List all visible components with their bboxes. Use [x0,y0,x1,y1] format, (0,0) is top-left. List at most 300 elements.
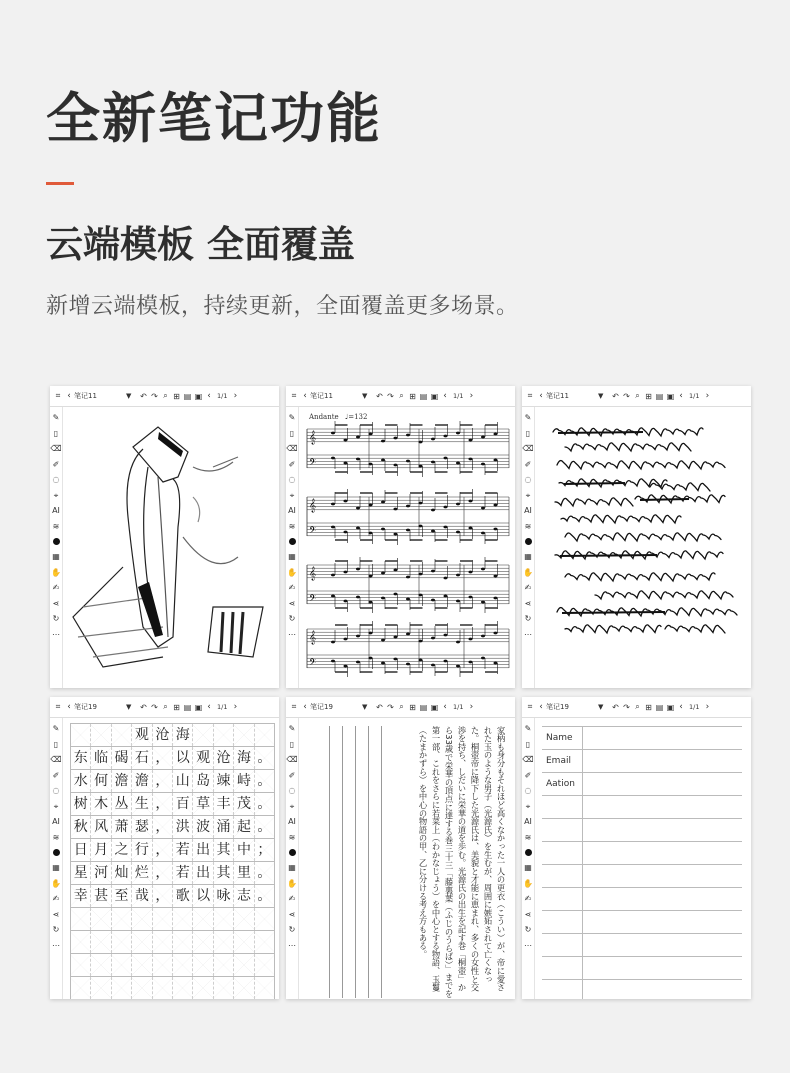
grid-cell: 沧 [214,747,234,769]
grid-cell [153,977,173,999]
sync-icon[interactable]: ↻ [524,614,532,623]
form-value-cell[interactable] [582,865,583,887]
grid-cell: 之 [112,839,132,861]
form-value-cell[interactable] [582,796,583,818]
hand-icon[interactable]: ✋ [523,567,533,577]
note-title[interactable]: 笔记19 [546,703,569,711]
marker-icon[interactable]: ▯ [289,739,295,749]
grid-cell: 河 [91,862,111,884]
form-value-cell[interactable] [582,750,583,772]
tool-sidebar [50,407,63,688]
prev-page-icon[interactable]: ‹ [207,391,211,401]
marker-icon[interactable]: ▯ [525,739,531,749]
grid-cell [193,724,213,746]
template-icon[interactable]: ▦ [52,552,60,561]
vertical-lines-canvas[interactable] [299,718,515,999]
lasso-icon[interactable]: ◌ [288,475,296,484]
form-row[interactable] [542,934,742,957]
svg-text:𝄢: 𝄢 [309,525,317,538]
grid-row [70,931,275,954]
edit-icon[interactable]: ✍ [288,583,296,592]
search-icon[interactable]: ⌕ [163,391,168,400]
color-icon[interactable] [53,849,60,856]
next-page-icon[interactable]: › [469,391,474,401]
grid-cell [173,954,193,976]
note-title[interactable]: 笔记11 [310,392,333,400]
grid-cell: 洪 [173,816,193,838]
grid-cell: 萧 [112,816,132,838]
handwriting-canvas[interactable] [535,407,751,688]
marker-icon[interactable]: ▯ [53,428,59,438]
grid-cell [71,977,91,999]
page-indicator: 1/1 [689,703,700,711]
grid-icon[interactable]: ⌗ [527,391,533,400]
save-icon[interactable]: ▣ [666,702,675,712]
undo-icon[interactable]: ↶ [140,391,147,401]
highlighter-icon[interactable]: ✐ [524,770,532,780]
grid-cell: 海 [234,747,254,769]
save-icon[interactable]: ▣ [430,391,439,401]
grid-cell [71,908,91,930]
form-row[interactable] [542,888,742,911]
eraser-icon[interactable]: ⌫ [522,444,534,453]
pen-icon[interactable]: ✎ [288,724,296,733]
stroke-width-icon[interactable]: ≋ [524,832,532,842]
page-icon[interactable]: ▤ [183,391,192,401]
search-icon[interactable]: ⌕ [399,702,404,711]
chevron-down-icon[interactable]: ▼ [126,392,132,400]
grid-cell: 碣 [112,747,132,769]
hand-icon[interactable]: ✋ [51,878,61,888]
sync-icon[interactable]: ↻ [524,925,532,934]
form-row[interactable] [542,750,742,773]
hand-icon[interactable]: ✋ [287,878,297,888]
form-value-cell[interactable] [582,888,583,910]
hand-icon[interactable]: ✋ [287,567,297,577]
chevron-down-icon[interactable]: ▼ [362,703,368,711]
page-indicator: 1/1 [453,703,464,711]
grid-cell: 里 [234,862,254,884]
eraser-icon[interactable]: ⌫ [286,444,298,453]
highlighter-icon[interactable]: ✐ [52,459,60,469]
grid-cell: 幸 [71,885,91,907]
grid-cell: 其 [214,862,234,884]
chevron-down-icon[interactable]: ▼ [362,392,368,400]
grid-cell [214,931,234,953]
next-page-icon[interactable]: › [705,391,710,401]
redo-icon[interactable]: ↷ [623,391,630,401]
grid-cell: 生 [132,793,152,815]
grid-cell: 。 [255,747,274,769]
next-page-icon[interactable]: › [233,391,238,401]
search-icon[interactable]: ⌕ [163,702,168,711]
back-arrow-icon[interactable]: ‹ [539,391,543,401]
note-title[interactable]: 笔记19 [74,703,97,711]
redo-icon[interactable]: ↷ [387,391,394,401]
grid-cell: 何 [91,770,111,792]
template-card-vertical[interactable] [286,697,515,999]
grid-icon[interactable]: ⌗ [55,391,61,400]
grid-cell: 甚 [91,885,111,907]
color-icon[interactable] [289,538,296,545]
share-icon[interactable]: ⋖ [288,598,296,608]
template-icon[interactable]: ▦ [524,863,532,872]
select-icon[interactable]: ⌖ [53,801,59,811]
grid-icon[interactable]: ⌗ [291,391,297,400]
share-icon[interactable]: ⋖ [288,909,296,919]
handwritten-manuscript [535,407,751,688]
back-arrow-icon[interactable]: ‹ [67,702,71,712]
marker-icon[interactable]: ▯ [53,739,59,749]
select-icon[interactable]: ⌖ [289,801,295,811]
grid-cell: 涌 [214,816,234,838]
stroke-width-icon[interactable]: ≋ [288,521,296,531]
prev-page-icon[interactable]: ‹ [207,702,211,712]
next-page-icon[interactable]: › [705,702,710,712]
add-page-icon[interactable]: ⊞ [173,391,180,401]
grid-cell: 行 [132,839,152,861]
share-icon[interactable]: ⋖ [524,598,532,608]
grid-cell: 。 [255,816,274,838]
grid-cell: ， [153,816,173,838]
highlighter-icon[interactable]: ✐ [288,459,296,469]
edit-icon[interactable]: ✍ [524,583,532,592]
template-icon[interactable]: ▦ [288,863,296,872]
prev-page-icon[interactable]: ‹ [679,391,683,401]
share-icon[interactable]: ⋖ [524,909,532,919]
form-value-cell[interactable] [582,727,583,749]
ai-icon[interactable]: AI [524,506,532,515]
form-value-cell[interactable] [582,957,583,979]
grid-cell [112,908,132,930]
save-icon[interactable]: ▣ [194,702,203,712]
lasso-icon[interactable]: ◌ [524,475,532,484]
note-title[interactable]: 笔记11 [74,392,97,400]
chevron-down-icon[interactable]: ▼ [598,392,604,400]
color-icon[interactable] [289,849,296,856]
marker-icon[interactable]: ▯ [525,428,531,438]
undo-icon[interactable]: ↶ [612,702,619,712]
save-icon[interactable]: ▣ [194,391,203,401]
add-page-icon[interactable]: ⊞ [409,391,416,401]
sync-icon[interactable]: ↻ [52,614,60,623]
grid-cell: ， [153,793,173,815]
grid-cell: 百 [173,793,193,815]
form-row[interactable] [542,865,742,888]
grid-icon[interactable]: ⌗ [527,702,533,711]
search-icon[interactable]: ⌕ [399,391,404,400]
sync-icon[interactable]: ↻ [288,614,296,623]
tool-sidebar [286,407,299,688]
back-arrow-icon[interactable]: ‹ [67,391,71,401]
form-label: Aation [546,779,575,789]
grid-cell [153,954,173,976]
form-table [542,726,742,999]
form-row[interactable] [542,980,742,999]
form-row[interactable] [542,819,742,842]
hand-icon[interactable]: ✋ [523,878,533,888]
grid-cell [234,908,254,930]
form-row[interactable] [542,957,742,980]
grid-icon[interactable]: ⌗ [291,702,297,711]
search-icon[interactable]: ⌕ [635,391,640,400]
grid-cell [132,931,152,953]
grid-cell [132,954,152,976]
grid-cell: 风 [91,816,111,838]
grid-cell: 日 [71,839,91,861]
stroke-width-icon[interactable]: ≋ [52,521,60,531]
grid-cell: ， [153,862,173,884]
more-icon[interactable]: ⋯ [52,940,60,950]
grid-cell [153,931,173,953]
save-icon[interactable]: ▣ [430,702,439,712]
grid-cell: 水 [71,770,91,792]
marker-icon[interactable]: ▯ [289,428,295,438]
page-indicator: 1/1 [689,392,700,400]
add-page-icon[interactable]: ⊞ [645,391,652,401]
highlighter-icon[interactable]: ✐ [52,770,60,780]
grid-row [70,885,275,908]
edit-icon[interactable]: ✍ [52,894,60,903]
edit-icon[interactable]: ✍ [524,894,532,903]
grid-cell: 哉 [132,885,152,907]
grid-cell: 峙 [234,770,254,792]
eraser-icon[interactable]: ⌫ [50,755,62,764]
color-icon[interactable] [525,849,532,856]
chevron-down-icon[interactable]: ▼ [126,703,132,711]
more-icon[interactable]: ⋯ [288,940,296,950]
template-icon[interactable]: ▦ [52,863,60,872]
grid-cell: 澹 [112,770,132,792]
tool-sidebar [50,718,63,999]
calligraphy-grid-canvas[interactable] [63,718,279,999]
grid-cell [132,977,152,999]
grid-cell [71,931,91,953]
ai-icon[interactable]: AI [288,817,296,826]
select-icon[interactable]: ⌖ [525,801,531,811]
grid-cell: 灿 [112,862,132,884]
next-page-icon[interactable]: › [233,702,238,712]
lasso-icon[interactable]: ◌ [524,786,532,795]
grid-cell: 东 [71,747,91,769]
svg-text:𝄞: 𝄞 [309,430,317,444]
page-icon[interactable]: ▤ [419,702,428,712]
grid-cell [255,954,274,976]
template-icon[interactable]: ▦ [524,552,532,561]
more-icon[interactable]: ⋯ [52,629,60,639]
sketch-drawing [63,407,279,688]
search-icon[interactable]: ⌕ [635,702,640,711]
redo-icon[interactable]: ↷ [151,391,158,401]
lasso-icon[interactable]: ◌ [288,786,296,795]
grid-cell: 观 [132,724,152,746]
note-title[interactable]: 笔记19 [310,703,333,711]
form-row[interactable] [542,842,742,865]
grid-cell: 岛 [193,770,213,792]
template-card-music[interactable] [286,386,515,688]
page-indicator: 1/1 [453,392,464,400]
grid-cell: 波 [193,816,213,838]
add-page-icon[interactable]: ⊞ [645,702,652,712]
share-icon[interactable]: ⋖ [52,598,60,608]
section-description: 新增云端模板，持续更新，全面覆盖更多场景。 [46,294,519,319]
page-icon[interactable]: ▤ [655,702,664,712]
grid-row [70,816,275,839]
page-icon[interactable]: ▤ [655,391,664,401]
eraser-icon[interactable]: ⌫ [522,755,534,764]
redo-icon[interactable]: ↷ [623,702,630,712]
sync-icon[interactable]: ↻ [288,925,296,934]
page-icon[interactable]: ▤ [419,391,428,401]
back-arrow-icon[interactable]: ‹ [303,391,307,401]
grid-cell: 竦 [214,770,234,792]
select-icon[interactable]: ⌖ [53,490,59,500]
stroke-width-icon[interactable]: ≋ [52,832,60,842]
sketch-canvas[interactable] [63,407,279,688]
undo-icon[interactable]: ↶ [376,391,383,401]
template-card-form[interactable] [522,697,751,999]
next-page-icon[interactable]: › [469,702,474,712]
grid-cell: 瑟 [132,816,152,838]
highlighter-icon[interactable]: ✐ [288,770,296,780]
eraser-icon[interactable]: ⌫ [286,755,298,764]
edit-icon[interactable]: ✍ [288,894,296,903]
form-value-cell[interactable] [582,819,583,841]
grid-cell [173,908,193,930]
template-card-calligraphy[interactable] [50,697,279,999]
grid-row [70,793,275,816]
grid-cell: 草 [193,793,213,815]
lasso-icon[interactable]: ◌ [52,786,60,795]
grid-cell: 若 [173,862,193,884]
ai-icon[interactable]: AI [288,506,296,515]
more-icon[interactable]: ⋯ [524,940,532,950]
grid-cell: ， [153,839,173,861]
template-card-handwriting[interactable] [522,386,751,688]
lasso-icon[interactable]: ◌ [52,475,60,484]
hand-icon[interactable]: ✋ [51,567,61,577]
grid-cell: 山 [173,770,193,792]
grid-row [70,770,275,793]
grid-cell [71,954,91,976]
save-icon[interactable]: ▣ [666,391,675,401]
eraser-icon[interactable]: ⌫ [50,444,62,453]
grid-cell: 树 [71,793,91,815]
grid-cell: 出 [193,839,213,861]
ai-icon[interactable]: AI [524,817,532,826]
form-value-cell[interactable] [582,773,583,795]
prev-page-icon[interactable]: ‹ [443,391,447,401]
stroke-width-icon[interactable]: ≋ [288,832,296,842]
svg-text:𝄞: 𝄞 [309,498,317,512]
note-title[interactable]: 笔记11 [546,392,569,400]
back-arrow-icon[interactable]: ‹ [303,702,307,712]
grid-cell: 烂 [132,862,152,884]
color-icon[interactable] [525,538,532,545]
sync-icon[interactable]: ↻ [52,925,60,934]
grid-cell [214,954,234,976]
select-icon[interactable]: ⌖ [525,490,531,500]
grid-cell: ， [153,770,173,792]
grid-cell [112,954,132,976]
form-value-cell[interactable] [582,980,583,999]
grid-icon[interactable]: ⌗ [55,702,61,711]
grid-cell: 。 [255,793,274,815]
template-icon[interactable]: ▦ [288,552,296,561]
redo-icon[interactable]: ↷ [151,702,158,712]
grid-cell [173,977,193,999]
grid-cell [193,908,213,930]
undo-icon[interactable]: ↶ [612,391,619,401]
grid-cell [112,724,132,746]
back-arrow-icon[interactable]: ‹ [539,702,543,712]
grid-row [70,954,275,977]
note-toolbar [50,697,279,718]
ai-icon[interactable]: AI [52,817,60,826]
edit-icon[interactable]: ✍ [52,583,60,592]
ai-icon[interactable]: AI [52,506,60,515]
more-icon[interactable]: ⋯ [524,629,532,639]
form-value-cell[interactable] [582,934,583,956]
more-icon[interactable]: ⋯ [288,629,296,639]
grid-cell [91,724,111,746]
grid-cell: 茂 [234,793,254,815]
grid-cell: 星 [71,862,91,884]
svg-text:𝄢: 𝄢 [309,657,317,670]
grid-cell: 以 [193,885,213,907]
pen-icon[interactable]: ✎ [524,724,532,733]
form-row[interactable] [542,726,742,750]
add-page-icon[interactable]: ⊞ [409,702,416,712]
grid-cell [255,977,274,999]
redo-icon[interactable]: ↷ [387,702,394,712]
music-score-canvas[interactable] [299,407,515,688]
pen-icon[interactable]: ✎ [52,724,60,733]
form-value-cell[interactable] [582,911,583,933]
add-page-icon[interactable]: ⊞ [173,702,180,712]
prev-page-icon[interactable]: ‹ [443,702,447,712]
grid-cell [234,931,254,953]
select-icon[interactable]: ⌖ [289,490,295,500]
stroke-width-icon[interactable]: ≋ [524,521,532,531]
svg-text:𝄞: 𝄞 [309,630,317,644]
form-row[interactable] [542,796,742,819]
chevron-down-icon[interactable]: ▼ [598,703,604,711]
grid-cell: 月 [91,839,111,861]
highlighter-icon[interactable]: ✐ [524,459,532,469]
grid-cell: 志 [234,885,254,907]
share-icon[interactable]: ⋖ [52,909,60,919]
page-icon[interactable]: ▤ [183,702,192,712]
grid-cell [153,908,173,930]
pen-icon[interactable]: ✎ [52,413,60,422]
undo-icon[interactable]: ↶ [376,702,383,712]
note-toolbar [286,386,515,407]
undo-icon[interactable]: ↶ [140,702,147,712]
prev-page-icon[interactable]: ‹ [679,702,683,712]
form-row[interactable] [542,773,742,796]
template-card-sketch[interactable] [50,386,279,688]
grid-cell: ； [255,839,274,861]
pen-icon[interactable]: ✎ [524,413,532,422]
form-canvas[interactable] [535,718,751,999]
form-value-cell[interactable] [582,842,583,864]
form-row[interactable] [542,911,742,934]
color-icon[interactable] [53,538,60,545]
tempo-label: Andante [309,413,339,421]
tool-sidebar [286,718,299,999]
pen-icon[interactable]: ✎ [288,413,296,422]
